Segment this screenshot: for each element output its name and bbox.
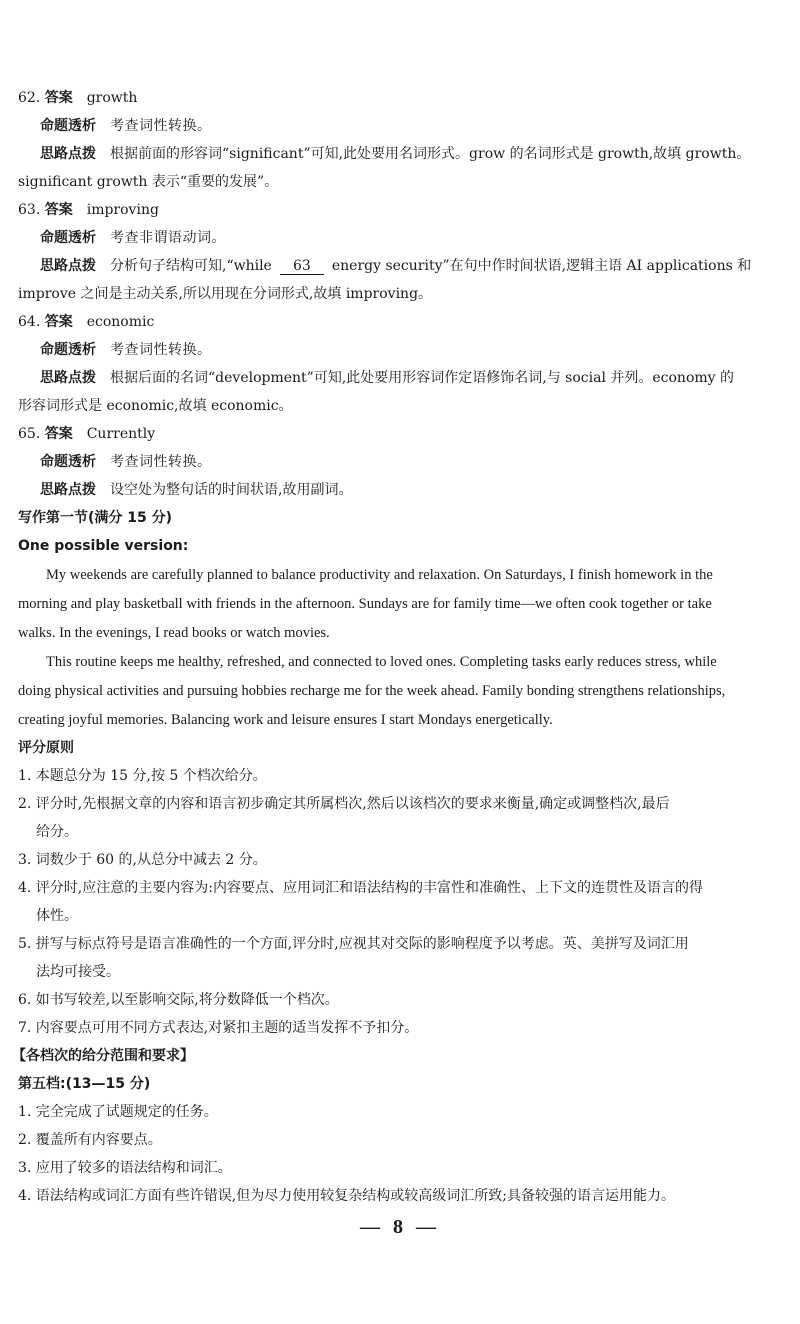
q64-analysis-line: 命题透析 考查词性转换。 — [40, 342, 212, 358]
page-number: — 8 — — [360, 1216, 440, 1238]
rule-5-cont: 法均可接受。 — [36, 964, 120, 980]
scoring-title: 评分原则 — [18, 740, 74, 756]
level5-item-4: 4. 语法结构或词汇方面有些许错误,但为尽力使用较复杂结构或较高级词汇所致;具备较强的语言运用能力。 — [18, 1188, 675, 1204]
q65-hint-line: 思路点拨 设空处为整句话的时间状语,故用副词。 — [40, 482, 353, 498]
essay-p1-line-2: morning and play basketball with friends in the afternoon. Sundays are for family time—we often cook together or take — [18, 596, 712, 612]
q62-hint-line: 思路点拨 根据前面的形容词“significant”可知,此处要用名词形式。grow 的名词形式是 growth,故填 growth。 — [40, 146, 751, 162]
q62-hint-line-2: significant growth 表示“重要的发展”。 — [18, 174, 279, 190]
rule-4-cont: 体性。 — [36, 908, 78, 924]
rule-7: 7. 内容要点可用不同方式表达,对紧扣主题的适当发挥不予扣分。 — [18, 1020, 419, 1036]
level5-item-1: 1. 完全完成了试题规定的任务。 — [18, 1104, 218, 1120]
q63-analysis-line: 命题透析 考查非谓语动词。 — [40, 230, 226, 246]
rule-1: 1. 本题总分为 15 分,按 5 个档次给分。 — [18, 768, 267, 784]
q65-analysis-line: 命题透析 考查词性转换。 — [40, 454, 212, 470]
rule-4: 4. 评分时,应注意的主要内容为:内容要点、应用词汇和语法结构的丰富性和准确性、上下文的连贯性及语言的得 — [18, 880, 703, 896]
q64-hint-line: 思路点拨 根据后面的名词“development”可知,此处要用形容词作定语修饰名词,与 social 并列。economy 的 — [40, 370, 735, 386]
essay-p2-line-2: doing physical activities and pursuing hobbies recharge me for the week ahead. Family bonding strengthens relationships, — [18, 683, 726, 699]
rule-2-cont: 给分。 — [36, 824, 78, 840]
version-label: One possible version: — [18, 538, 189, 554]
writing-section-title: 写作第一节(满分 15 分) — [18, 510, 173, 526]
essay-p1-line-3: walks. In the evenings, I read books or watch movies. — [18, 625, 330, 641]
rule-5: 5. 拼写与标点符号是语言准确性的一个方面,评分时,应视其对交际的影响程度予以考虑。英、美拼写及词汇用 — [18, 936, 689, 952]
rule-3: 3. 词数少于 60 的,从总分中减去 2 分。 — [18, 852, 267, 868]
essay-p2-line-1: This routine keeps me healthy, refreshed, and connected to loved ones. Completing tasks early reduces stress, while — [46, 654, 717, 670]
q64-hint-line-2: 形容词形式是 economic,故填 economic。 — [18, 398, 293, 414]
level5-item-2: 2. 覆盖所有内容要点。 — [18, 1132, 162, 1148]
essay-p2-line-3: creating joyful memories. Balancing work and leisure ensures I start Mondays energetically. — [18, 712, 553, 728]
levels-title: 【各档次的给分范围和要求】 — [12, 1048, 194, 1064]
level5-item-3: 3. 应用了较多的语法结构和词汇。 — [18, 1160, 232, 1176]
q65-answer-line: 65. 答案 Currently — [18, 426, 156, 442]
q63-answer-line: 63. 答案 improving — [18, 202, 159, 218]
blank-63: 63 — [280, 258, 324, 275]
q62-answer-line: 62. 答案 growth — [18, 90, 138, 106]
level5-title: 第五档:(13—15 分) — [18, 1076, 151, 1092]
q63-hint-line: 思路点拨 分析句子结构可知,“while 63 energy security”在句中作时间状语,逻辑主语 AI applications 和 — [40, 258, 752, 274]
q63-hint-line-2: improve 之间是主动关系,所以用现在分词形式,故填 improving。 — [18, 286, 433, 302]
q64-answer-line: 64. 答案 economic — [18, 314, 155, 330]
rule-2: 2. 评分时,先根据文章的内容和语言初步确定其所属档次,然后以该档次的要求来衡量,确定或调整档次,最后 — [18, 796, 670, 812]
q62-analysis-line: 命题透析 考查词性转换。 — [40, 118, 212, 134]
essay-p1-line-1: My weekends are carefully planned to balance productivity and relaxation. On Saturdays, I finish homework in the — [46, 567, 713, 583]
rule-6: 6. 如书写较差,以至影响交际,将分数降低一个档次。 — [18, 992, 339, 1008]
